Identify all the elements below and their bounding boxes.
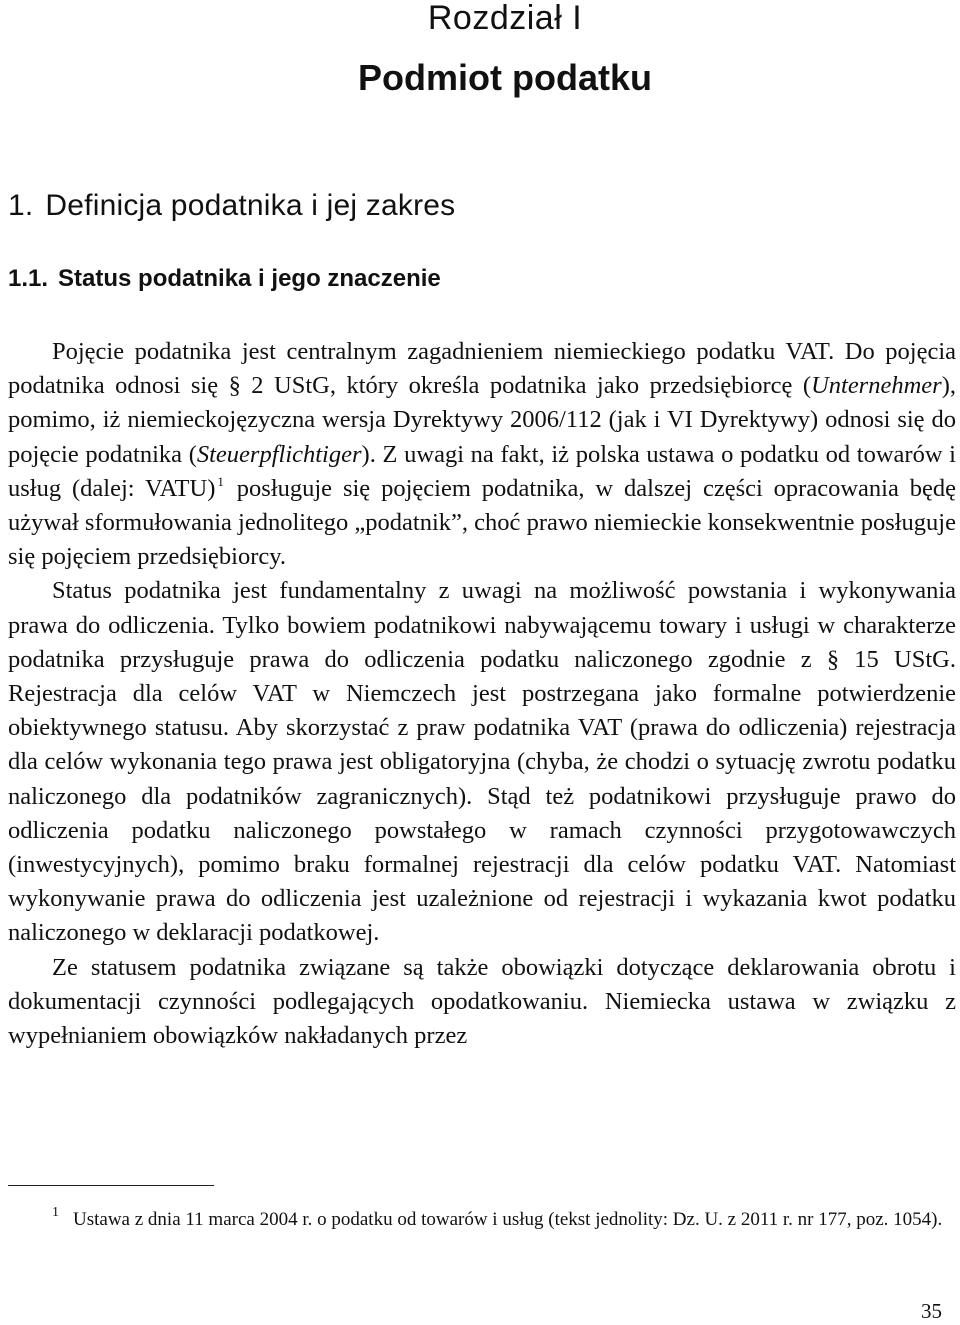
subsection-heading	[8, 264, 441, 294]
chapter-label: Rozdział I	[427, 0, 583, 37]
footnote-text: Ustawa z dnia 11 marca 2004 r. o podatku od towarów i usług (tekst jednolity: Dz. U. z 2011 r. nr 177, poz. 1054).	[73, 1209, 943, 1230]
paragraph-3: Ze statusem podatnika związane są także obowiązki dotyczące deklarowania obrotu i dokumentacji czynności podlegających opodatkowaniu. Niemiecka ustawa w związku z wypełnianiem obowiązków nakładanych przez	[8, 953, 956, 1050]
paragraph-1	[8, 335, 956, 574]
footnote-divider	[8, 1185, 214, 1186]
body-text	[8, 335, 956, 1053]
subsection-number: 1.1.	[8, 265, 49, 292]
paragraph-1-text-c: ). Z uwagi na fakt, iż polska ustawa o podatku od towarów i usług (dalej: VATU)	[8, 440, 956, 502]
paragraph-1-text-a: Pojęcie podatnika jest centralnym zagadnieniem niemieckiego podatku VAT. Do pojęcia podatnika odnosi się § 2 UStG, który określa podatnika jako przedsiębiorcę (	[8, 338, 956, 400]
paragraph-2: Status podatnika jest fundamentalny z uwagi na możliwość powstania i wykonywania prawa do odliczenia. Tylko bowiem podatnikowi nabywającemu towary i usługi w charakterze podatnika przysługuje prawa do odliczenia podatku naliczonego zgodnie z § 15 UStG. Rejestracja dla celów VAT w Niemczech jest postrzegana jako formalne potwierdzenie obiektywnego statusu. Aby skorzystać z praw podatnika VAT (prawa do odliczenia) rejestracja dla celów wykonania tego prawa jest obligatoryjna (chyba, że chodzi o sytuację zwrotu podatku naliczonego dla podatników zagranicznych). Stąd też podatnikowi przysługuje prawo do odliczenia podatku naliczonego powstałego w ramach czynności przygotowawczych (inwestycyjnych), pomimo braku formalnej rejestracji dla celów podatku VAT. Natomiast wykonywanie prawa do odliczenia jest uzależnione od rejestracji i wykazania kwot podatku naliczonego w deklaracji podatkowej.	[8, 577, 956, 947]
paragraph-1-text-d: posługuje się pojęciem podatnika, w dalszej części opracowania będę używał sformułowania jednolitego „podatnik”, choć prawo niemieckie konsekwentnie posługuje się pojęciem przedsiębiorcy.	[8, 474, 956, 571]
page-number: 35	[921, 1299, 942, 1323]
paragraph-1-italic-term-2: Steuerpflichtiger	[196, 440, 362, 468]
footnote-reference[interactable]: 1	[217, 473, 224, 489]
paragraph-1-italic-term-1: Unternehmer	[811, 372, 942, 400]
chapter-title: Podmiot podatku	[358, 57, 652, 98]
footnote: 1 Ustawa z dnia 11 marca 2004 r. o podatku od towarów i usług (tekst jednolity: Dz. U. z 2011 r. nr 177, poz. 1054).	[52, 1205, 943, 1230]
paragraph-1-text-b: ), pomimo, iż niemieckojęzyczna wersja Dyrektywy 2006/112 (jak i VI Dyrektywy) odnosi się do pojęcie podatnika (	[8, 372, 956, 468]
section-heading	[8, 186, 455, 226]
section-title: Definicja podatnika i jej zakres	[45, 189, 456, 222]
section-number: 1.	[8, 189, 34, 222]
subsection-title: Status podatnika i jego znaczenie	[58, 265, 441, 292]
